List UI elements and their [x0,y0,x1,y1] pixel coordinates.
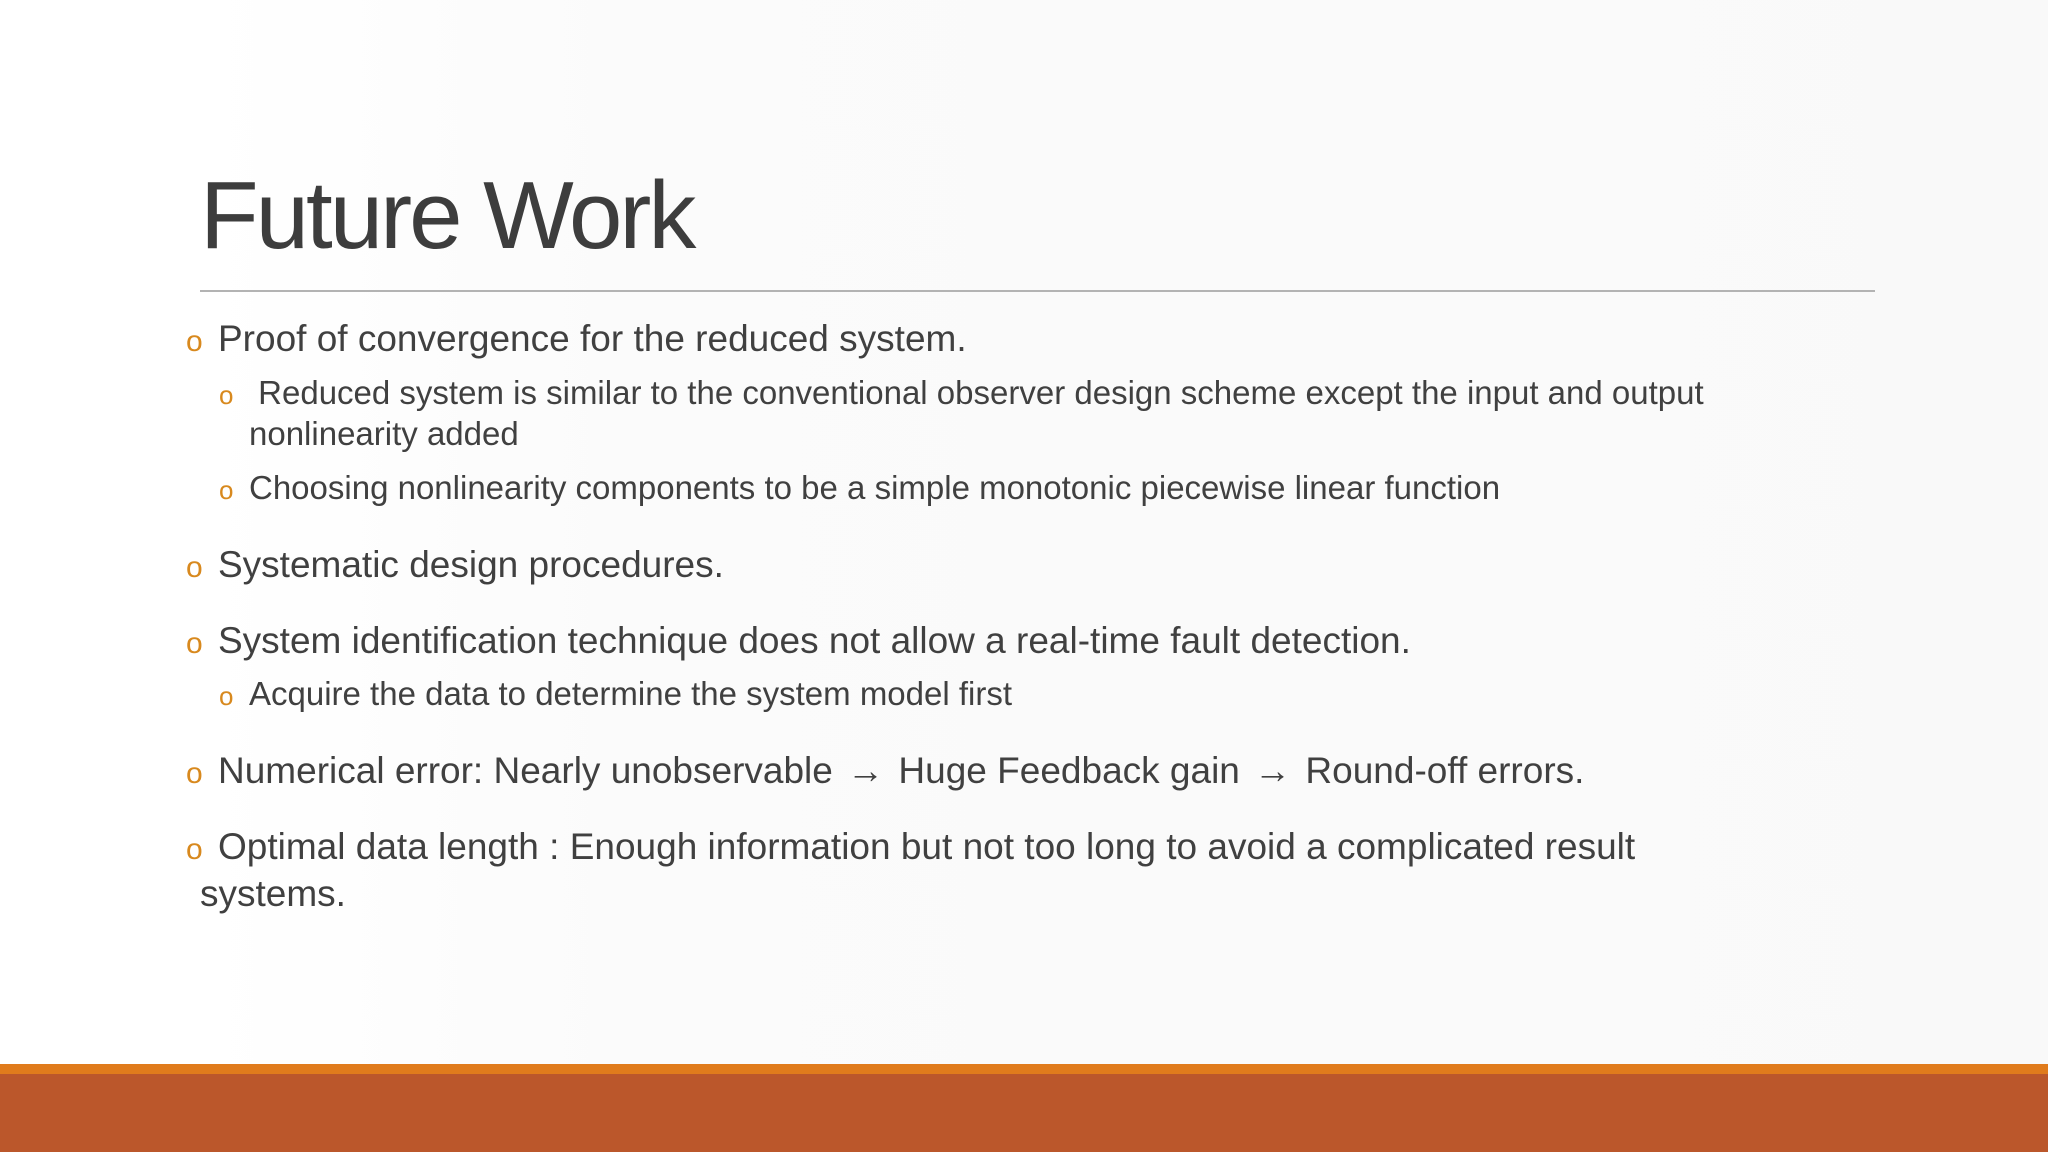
sub-bullet-continuation: nonlinearity added [249,415,519,452]
bullet-text-part: Huge Feedback gain [888,750,1251,791]
bullet-marker-icon: o [219,380,234,410]
sub-bullet-item [219,372,1704,416]
bullet-text-part: Round-off errors. [1295,750,1585,791]
sub-bullet-item [219,673,1012,717]
title-divider [200,290,1875,292]
bullet-item [186,748,1584,797]
sub-bullet-text: Choosing nonlinearity components to be a simple monotonic piecewise linear function [249,469,1501,506]
bullet-text: Proof of convergence for the reduced system. [218,318,967,359]
bullet-item [186,618,1411,667]
sub-bullet-text: Reduced system is similar to the conventional observer design scheme except the input and output [249,374,1704,411]
bullet-text: System identification technique does not allow a real-time fault detection. [218,620,1411,661]
sub-bullet-item [219,467,1500,511]
arrow-right-icon: → [847,750,885,791]
bullet-marker-icon: o [219,475,234,505]
bullet-item [186,542,724,591]
bullet-marker-icon: o [219,681,234,711]
bullet-marker-icon: o [186,757,203,790]
bullet-text: Optimal data length : Enough information but not too long to avoid a complicated result [218,826,1636,867]
bullet-text-part: Numerical error: Nearly unobservable [218,750,844,791]
bullet-text: Systematic design procedures. [218,544,724,585]
footer-band [0,1074,2048,1152]
bullet-item [186,316,967,365]
bullet-item [186,824,1635,873]
sub-bullet-text: Acquire the data to determine the system model first [249,675,1013,712]
bullet-marker-icon: o [186,833,203,866]
footer-accent-stripe [0,1064,2048,1074]
bullet-marker-icon: o [186,551,203,584]
bullet-marker-icon: o [186,325,203,358]
slide-title: Future Work [200,162,694,269]
bullet-marker-icon: o [186,627,203,660]
arrow-right-icon: → [1254,750,1292,791]
bullet-continuation: systems. [200,873,346,914]
